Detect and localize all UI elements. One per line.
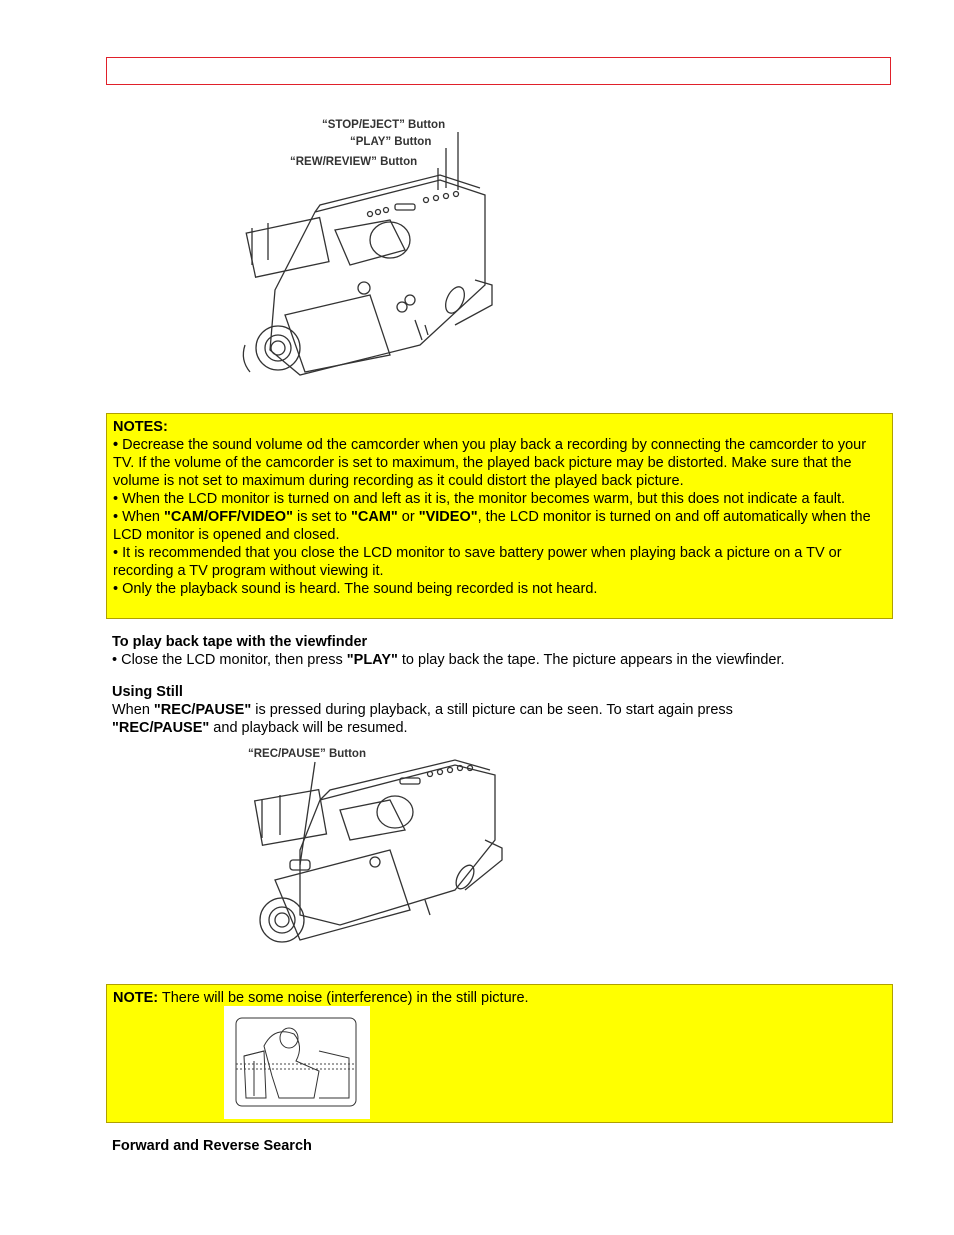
notes-heading: NOTES: — [113, 419, 168, 435]
note-item-sound: • Only the playback sound is heard. The sound being recorded is not heard. — [113, 581, 598, 597]
note-item-warm-monitor: • When the LCD monitor is turned on and left as it is, the monitor becomes warm, but this does not indicate a fault. — [113, 491, 846, 507]
callout-stop-eject: “STOP/EJECT” Button — [322, 119, 446, 131]
still-heading: Using Still — [112, 684, 183, 700]
still-text: When "REC/PAUSE" is pressed during playback, a still picture can be seen. To start again press "REC/PAUSE" and playback will be resumed. — [112, 702, 733, 736]
search-heading: Forward and Reverse Search — [112, 1138, 312, 1154]
viewfinder-section — [112, 633, 872, 669]
still-picture-noise-illustration — [224, 1006, 370, 1119]
still-section — [112, 683, 872, 737]
note-item-auto-lcd: • When "CAM/OFF/VIDEO" is set to "CAM" or "VIDEO", the LCD monitor is turned on and off automatically when the LCD monitor is opened and closed. — [113, 509, 871, 543]
note-item-battery: • It is recommended that you close the LCD monitor to save battery power when playing back a picture on a TV or recording a TV program without viewing it. — [113, 545, 842, 579]
camcorder-illustration-rec-pause — [240, 740, 510, 965]
callout-rec-pause: “REC/PAUSE” Button — [248, 748, 366, 760]
callout-rew-review: “REW/REVIEW” Button — [290, 156, 418, 168]
search-section — [112, 1137, 872, 1155]
header-box — [106, 57, 891, 85]
note-item-volume: • Decrease the sound volume od the camcorder when you play back a recording by connecting the camcorder to your TV. If the volume of the camcorder is set to maximum, the played back picture may be distorted. Make sure that the volume is not set to maximum during recording as it could distort the played back picture. — [113, 437, 867, 489]
notes-box — [106, 413, 893, 619]
viewfinder-text: • Close the LCD monitor, then press "PLAY" to play back the tape. The picture appears in the viewfinder. — [112, 652, 785, 668]
camcorder-illustration-playback — [230, 110, 520, 400]
callout-play: “PLAY” Button — [350, 136, 432, 148]
viewfinder-heading: To play back tape with the viewfinder — [112, 634, 368, 650]
note-still-noise-text: NOTE: There will be some noise (interference) in the still picture. — [113, 990, 529, 1006]
